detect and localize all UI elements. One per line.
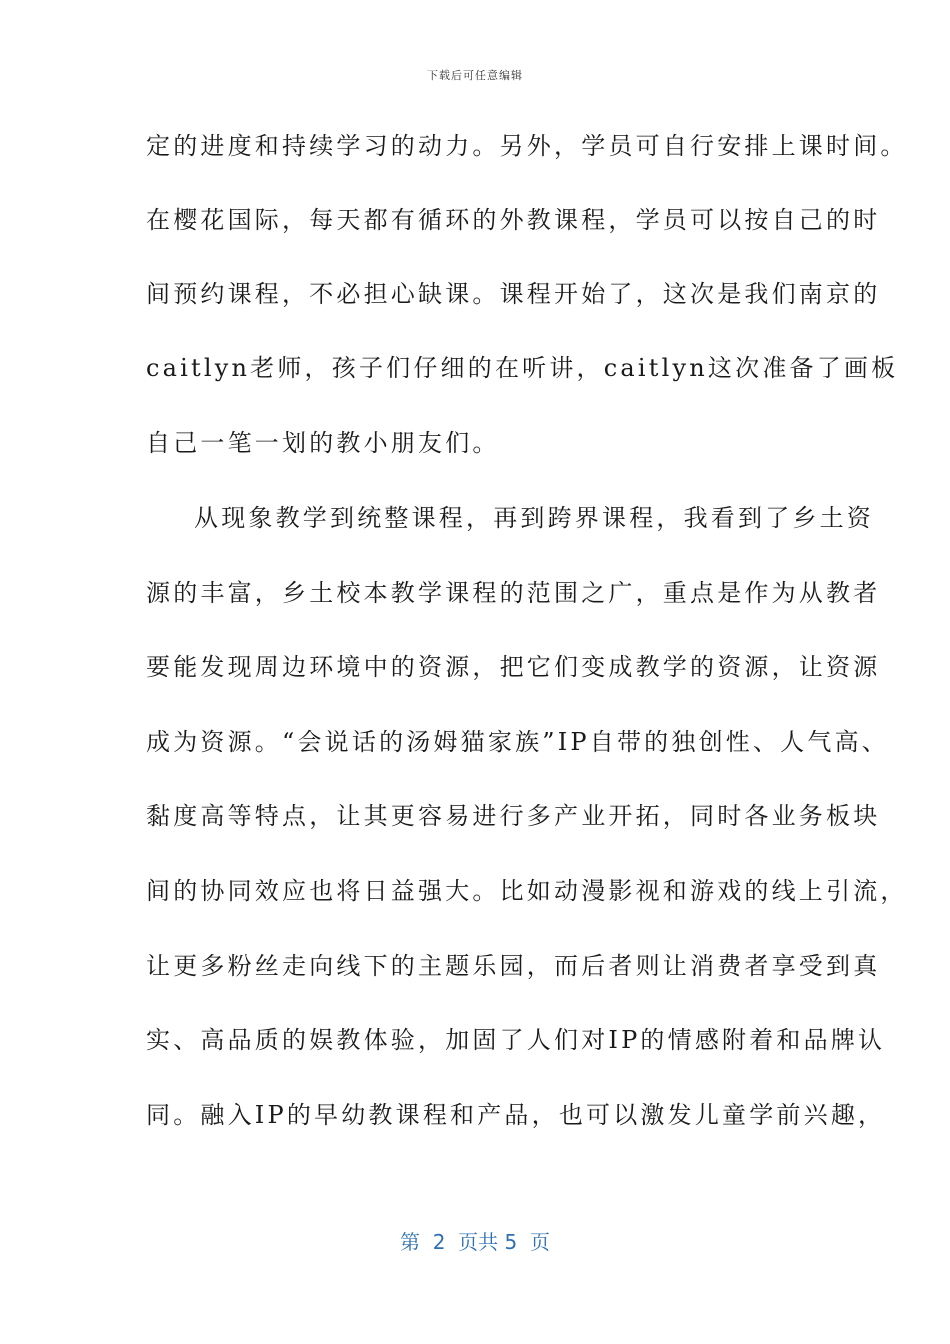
text-line: 自己一笔一划的教小朋友们。 [146, 429, 500, 457]
text-line: caitlyn老师，孩子们仔细的在听讲，caitlyn这次准备了画板 [146, 354, 899, 382]
text-line: 成为资源。“会说话的汤姆猫家族”IP自带的独创性、人气高、 [146, 728, 889, 756]
text-line: 黏度高等特点，让其更容易进行多产业开拓，同时各业务板块 [146, 802, 881, 830]
page-number: 第 2 页共 5 页 [400, 1230, 550, 1254]
text-line: 同。融入IP的早幼教课程和产品，也可以激发儿童学前兴趣， [146, 1101, 886, 1129]
text-line: 定的进度和持续学习的动力。另外，学员可自行安排上课时间。 [146, 132, 908, 160]
text-line: 间预约课程，不必担心缺课。课程开始了，这次是我们南京的 [146, 280, 881, 308]
paragraph-first-line: 从现象教学到统整课程，再到跨界课程，我看到了乡土资 [194, 504, 874, 532]
text-line: 源的丰富，乡土校本教学课程的范围之广，重点是作为从教者 [146, 579, 881, 607]
text-line: 实、高品质的娱教体验，加固了人们对IP的情感附着和品牌认 [146, 1026, 886, 1054]
text-line: 间的协同效应也将日益强大。比如动漫影视和游戏的线上引流， [146, 877, 908, 905]
header-note: 下载后可任意编辑 [427, 69, 523, 82]
text-line: 在樱花国际，每天都有循环的外教课程，学员可以按自己的时 [146, 206, 881, 234]
text-line: 要能发现周边环境中的资源，把它们变成教学的资源，让资源 [146, 653, 881, 681]
text-line: 让更多粉丝走向线下的主题乐园，而后者则让消费者享受到真 [146, 952, 881, 980]
